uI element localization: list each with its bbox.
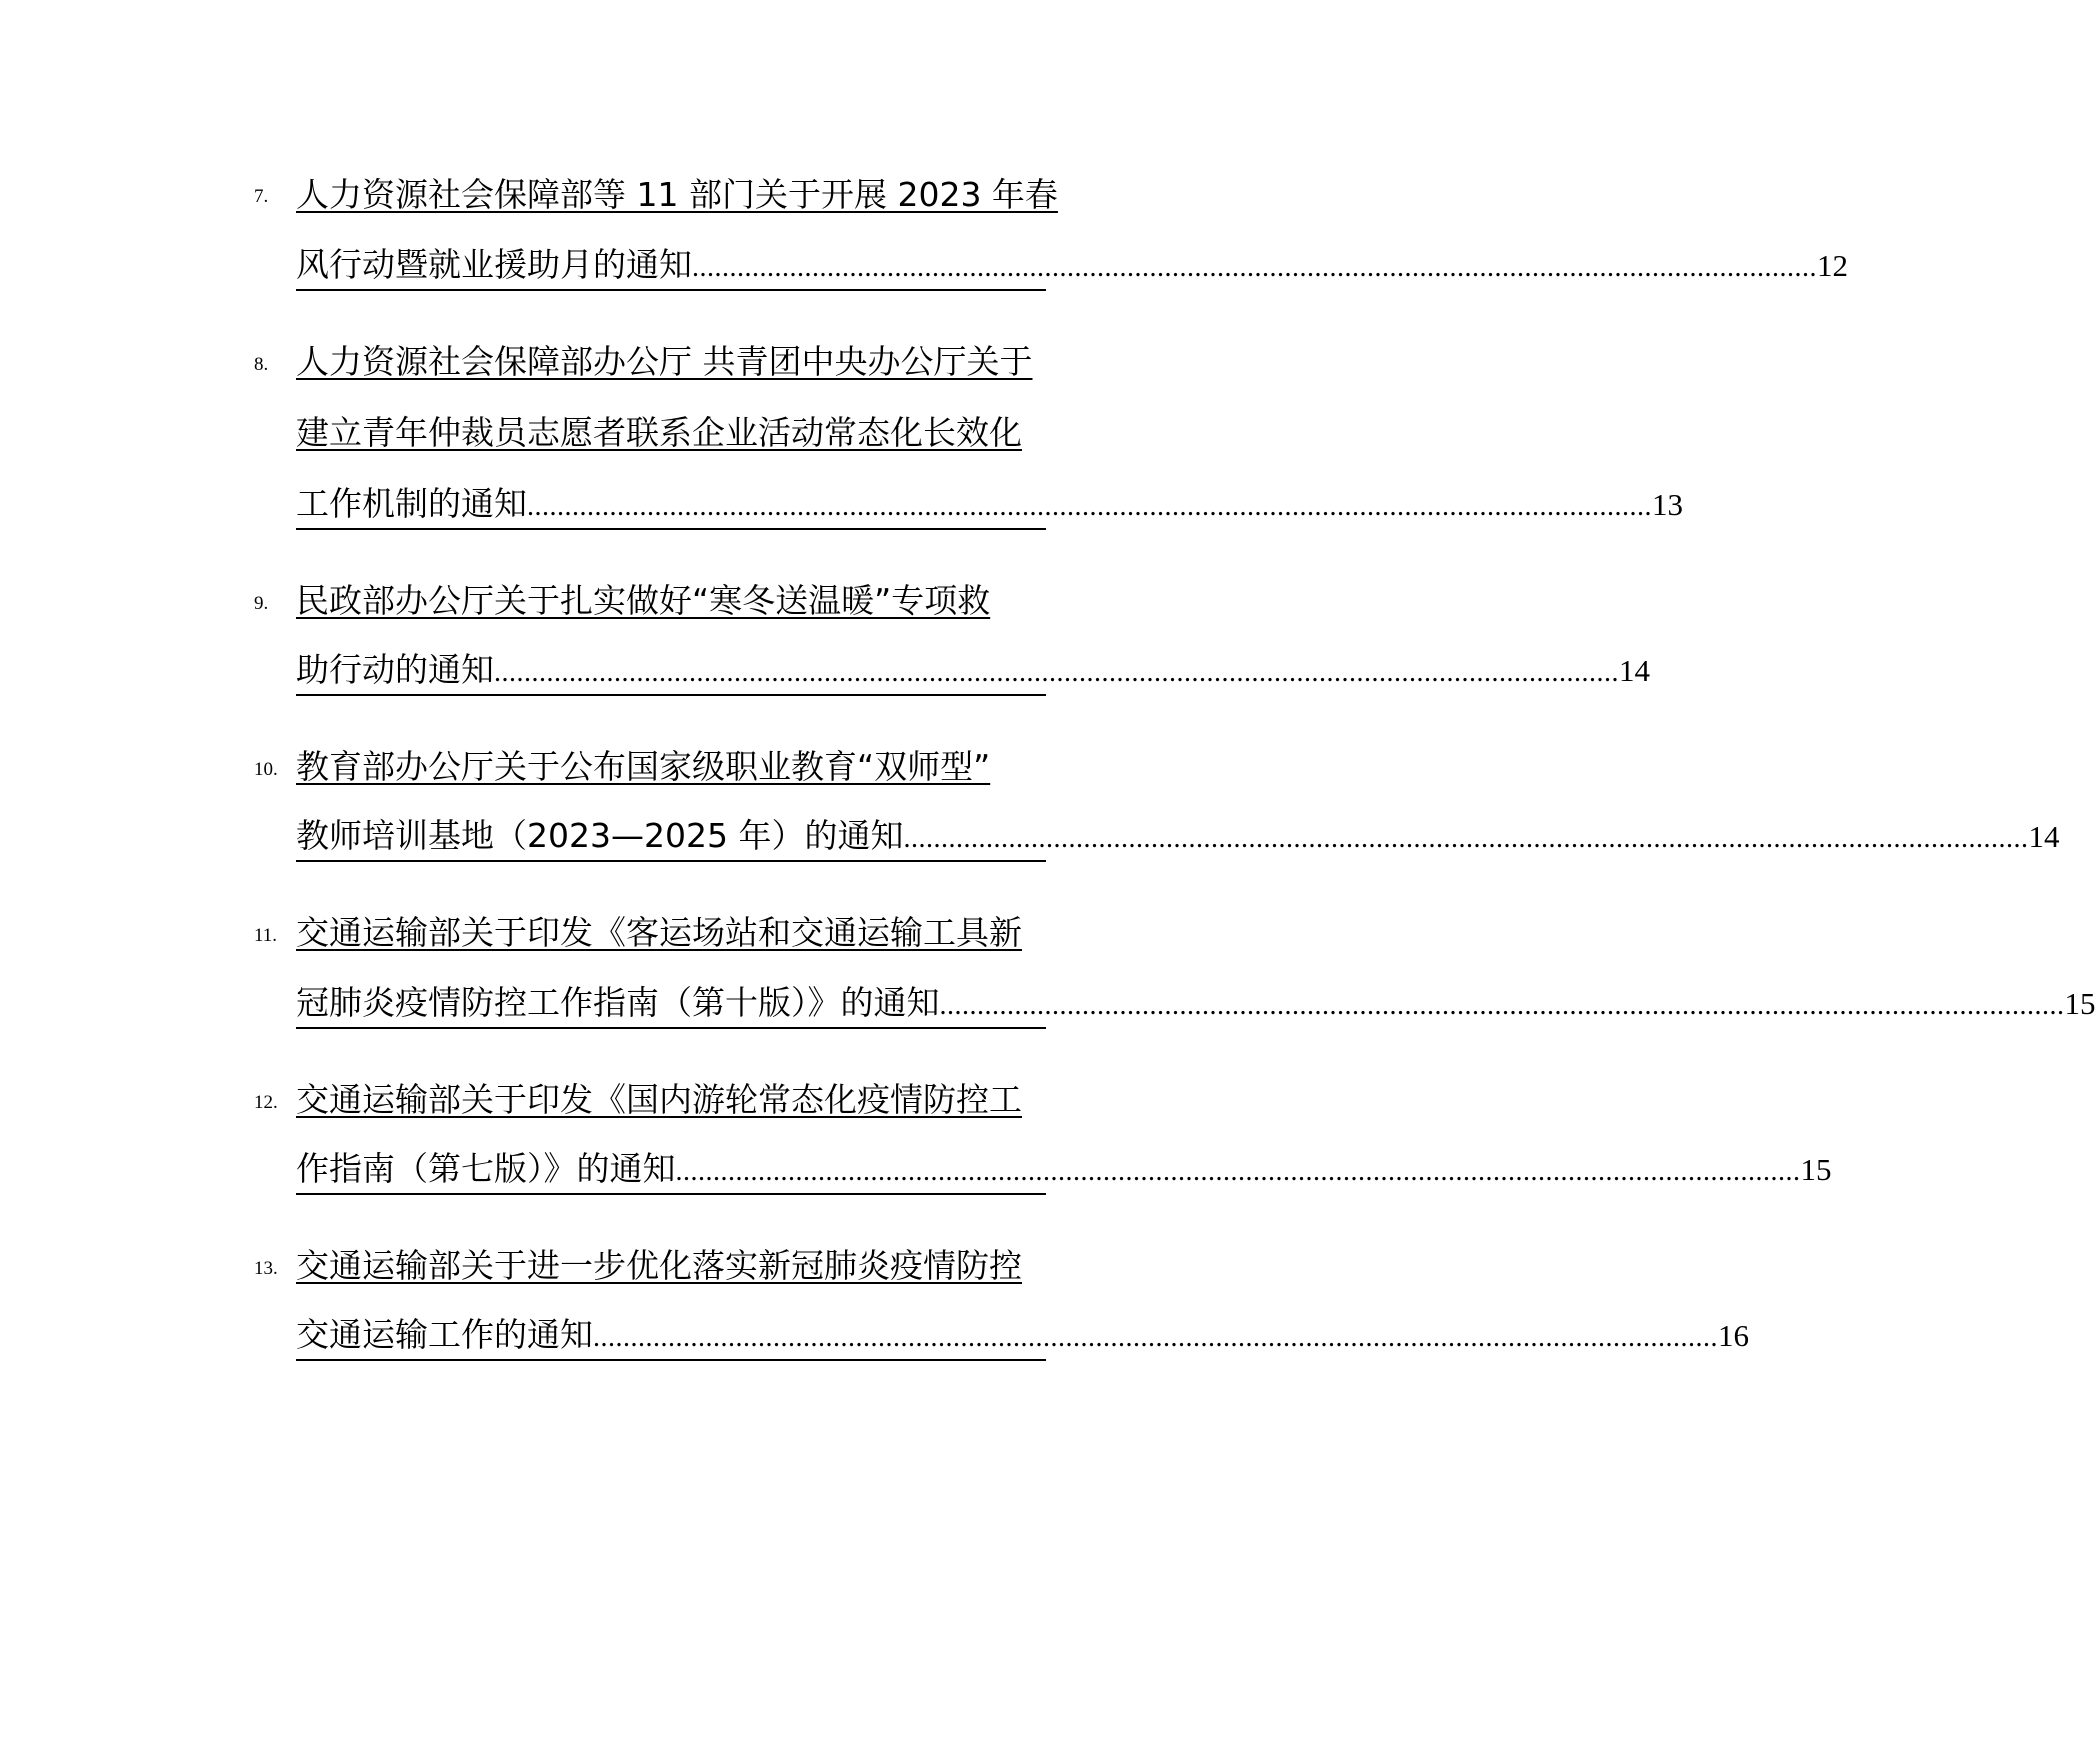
toc-entry-title-line[interactable] xyxy=(296,577,1046,625)
toc-entry-title-text[interactable]: 交通运输工作的通知 xyxy=(296,1315,593,1354)
toc-entry-title-line[interactable] xyxy=(296,1076,1046,1124)
dot-leader: ...................................................................................................................................................... xyxy=(903,823,2029,854)
dot-leader: ...................................................................................................................................................... xyxy=(593,1322,1718,1353)
toc-page-number[interactable]: 15 xyxy=(1800,1152,1832,1187)
toc-entry-title-line[interactable] xyxy=(296,909,1046,957)
toc-entry-title-text[interactable]: 作指南（第七版）》的通知 xyxy=(296,1149,676,1188)
toc-entry-title-text[interactable]: 助行动的通知 xyxy=(296,650,494,689)
toc-entry-number: 12. xyxy=(254,1092,278,1113)
toc-entry-last-line[interactable] xyxy=(296,979,2096,1029)
toc-entry-title-text[interactable]: 建立青年仲裁员志愿者联系企业活动常态化长效化 xyxy=(296,413,1022,452)
toc-page-number[interactable]: 12 xyxy=(1817,248,1848,283)
dot-leader: ...................................................................................................................................................... xyxy=(494,657,1619,688)
toc-entry-title-text[interactable]: 交通运输部关于印发《国内游轮常态化疫情防控工 xyxy=(296,1080,1022,1119)
toc-entry-last-line[interactable] xyxy=(296,480,1683,530)
toc-entry-number: 7. xyxy=(254,186,269,207)
toc-entry-title-text[interactable]: 教师培训基地（2023—2025 年）的通知 xyxy=(296,816,904,855)
toc-page-number[interactable]: 16 xyxy=(1718,1318,1749,1353)
toc-entry-title-text[interactable]: 风行动暨就业援助月的通知 xyxy=(296,245,692,284)
toc-page-number[interactable]: 14 xyxy=(2028,819,2060,854)
dot-leader: ...................................................................................................................................................... xyxy=(527,491,1652,522)
toc-entry-title-text[interactable]: 交通运输部关于印发《客运场站和交通运输工具新 xyxy=(296,913,1022,952)
toc-entry-title-line[interactable] xyxy=(296,338,1046,386)
toc-entry-number: 10. xyxy=(254,759,278,780)
toc-entry-last-line[interactable] xyxy=(296,812,2060,862)
toc-entry-number: 9. xyxy=(254,593,269,614)
toc-entry-number: 13. xyxy=(254,1258,278,1279)
toc-entry-title-text[interactable]: 民政部办公厅关于扎实做好“寒冬送温暖”专项救 xyxy=(296,581,991,620)
toc-entry-title-text[interactable]: 人力资源社会保障部等 11 部门关于开展 2023 年春 xyxy=(296,175,1058,214)
dot-leader: ...................................................................................................................................................... xyxy=(939,990,2065,1021)
toc-entry-title-text[interactable]: 人力资源社会保障部办公厅 共青团中央办公厅关于 xyxy=(296,342,1033,381)
toc-entry-last-line[interactable] xyxy=(296,241,1848,291)
toc-entry-title-line[interactable] xyxy=(296,743,1046,791)
toc-entry-title-text[interactable]: 冠肺炎疫情防控工作指南（第十版）》的通知 xyxy=(296,983,940,1022)
toc-entry-number: 11. xyxy=(254,925,278,946)
dot-leader: ...................................................................................................................................................... xyxy=(675,1156,1801,1187)
toc-entry-title-text[interactable]: 交通运输部关于进一步优化落实新冠肺炎疫情防控 xyxy=(296,1246,1022,1285)
toc-entry-title-line[interactable] xyxy=(296,171,1058,219)
toc-entry-title-line[interactable] xyxy=(296,1242,1046,1290)
toc-entry-title-text[interactable]: 教育部办公厅关于公布国家级职业教育“双师型” xyxy=(296,747,991,786)
toc-entry-number: 8. xyxy=(254,354,269,375)
toc-entry-last-line[interactable] xyxy=(296,646,1650,696)
toc-entry-title-line[interactable] xyxy=(296,409,1046,457)
dot-leader: ...................................................................................................................................................... xyxy=(692,252,1817,283)
toc-page-number[interactable]: 15 xyxy=(2064,986,2096,1021)
toc-entry-title-text[interactable]: 工作机制的通知 xyxy=(296,484,527,523)
toc-entry-last-line[interactable] xyxy=(296,1145,1832,1195)
toc-entry-last-line[interactable] xyxy=(296,1311,1749,1361)
toc-page-number[interactable]: 13 xyxy=(1652,487,1683,522)
toc-page-number[interactable]: 14 xyxy=(1619,653,1650,688)
